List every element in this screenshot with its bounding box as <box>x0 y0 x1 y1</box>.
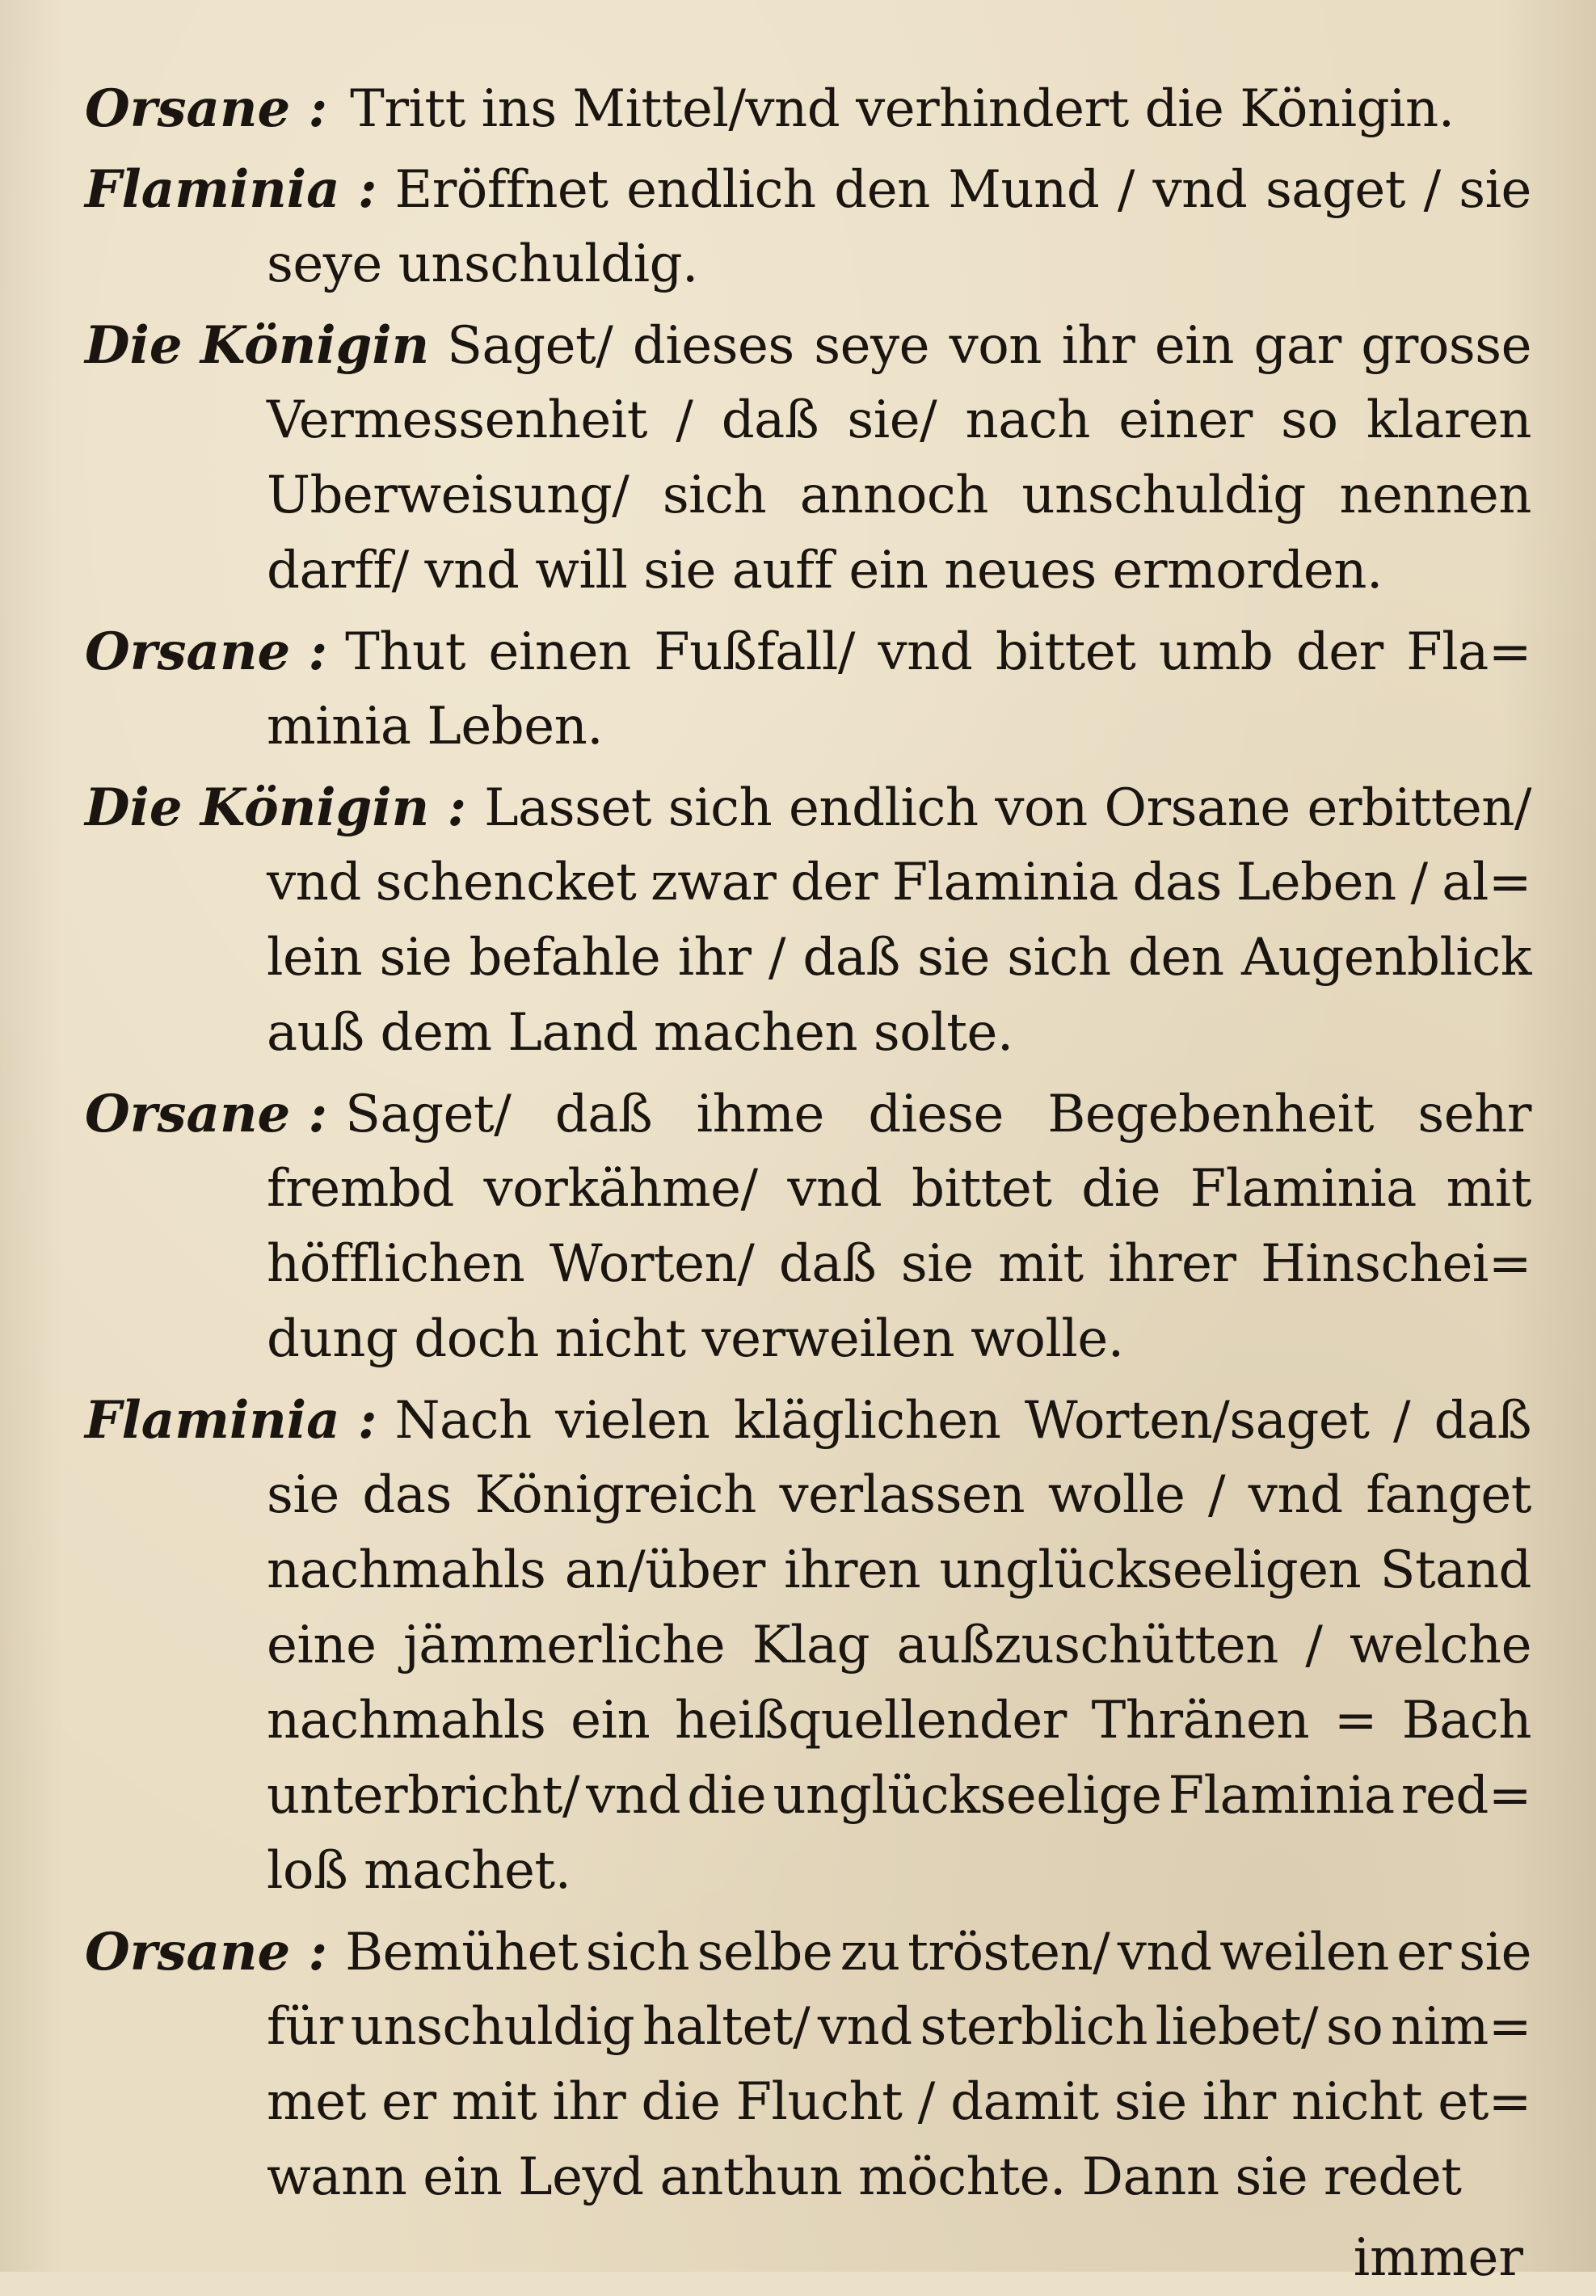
line-text: Eröffnet endlich den Mund / vnd saget / sie <box>394 160 1531 220</box>
line-text: met er mit ihr die Flucht / damit sie ihr nicht et= <box>267 2072 1531 2132</box>
text-line <box>85 2140 1531 2215</box>
line-text: nachmahls ein heißquellender Thränen = Bach <box>267 1691 1531 1750</box>
text-line <box>85 1608 1531 1683</box>
text-line <box>85 614 1531 689</box>
line-text: dung doch nicht verweilen wolle. <box>267 1309 1124 1369</box>
dialogue-entry <box>85 71 1531 146</box>
text-line <box>85 1076 1531 1152</box>
dialogue-entry <box>85 152 1531 302</box>
text-line <box>85 689 1531 765</box>
dialogue-entry <box>85 614 1531 765</box>
line-text: Nach vielen kläglichen Worten/saget / daß <box>394 1391 1531 1451</box>
line-text: unterbricht/ vnd die unglückseelige Flaminia red= <box>267 1766 1531 1826</box>
text-line <box>85 996 1531 1071</box>
line-text: Saget/ dieses seye von ihr ein gar grosse <box>447 316 1531 376</box>
text-line <box>85 1458 1531 1533</box>
text-line <box>85 1533 1531 1608</box>
speaker-name: Die Königin : <box>85 777 467 838</box>
text-line <box>85 1834 1531 1909</box>
line-text: für unschuldig haltet/ vnd sterblich liebet/ so nim= <box>267 1997 1531 2057</box>
text-block <box>85 71 1531 2296</box>
speaker-name: Flaminia : <box>85 1390 377 1451</box>
speaker-name: Orsane : <box>85 621 328 682</box>
line-text: wann ein Leyd anthun möchte. Dann sie redet <box>267 2147 1462 2207</box>
text-line <box>85 152 1531 227</box>
line-text: vnd schencket zwar der Flaminia das Leben / al= <box>267 853 1531 912</box>
text-line <box>85 458 1531 533</box>
line-text: eine jämmerliche Klag außzuschütten / welche <box>267 1616 1531 1675</box>
line-text: Saget/ daß ihme diese Begebenheit sehr <box>345 1085 1531 1144</box>
text-line <box>85 921 1531 996</box>
text-line <box>85 1759 1531 1834</box>
line-text: minia Leben. <box>267 697 604 756</box>
text-line <box>85 1152 1531 1227</box>
dialogue-entry <box>85 308 1531 609</box>
line-text: lein sie befahle ihr / daß sie sich den Augenblick <box>267 928 1531 988</box>
speaker-name: Die Königin <box>85 315 430 376</box>
text-line <box>85 770 1531 845</box>
text-line <box>85 845 1531 921</box>
text-line <box>85 1227 1531 1302</box>
line-text: Uberweisung/ sich annoch unschuldig nennen <box>267 466 1531 525</box>
line-text: Thut einen Fußfall/ vnd bittet umb der Fla= <box>345 622 1531 682</box>
line-text: seye unschuldig. <box>267 234 698 294</box>
line-text: nachmahls an/über ihren unglückseeligen Stand <box>267 1540 1531 1600</box>
line-text: frembd vorkähme/ vnd bittet die Flaminia mit <box>267 1159 1531 1219</box>
line-text: auß dem Land machen solte. <box>267 1003 1013 1063</box>
dialogue-entry <box>85 1915 1531 2215</box>
text-line <box>85 1302 1531 1377</box>
text-line <box>85 1383 1531 1458</box>
text-line <box>85 1683 1531 1759</box>
speaker-name: Flaminia : <box>85 159 377 220</box>
text-line <box>85 533 1531 609</box>
text-line <box>85 227 1531 302</box>
speaker-name: Orsane : <box>85 1922 328 1982</box>
catchword: immer <box>1353 2228 1523 2288</box>
dialogue-entry <box>85 770 1531 1071</box>
text-line <box>85 308 1531 383</box>
line-text: höfflichen Worten/ daß sie mit ihrer Hinschei= <box>267 1234 1531 1294</box>
line-text: sie das Königreich verlassen wolle / vnd fanget <box>267 1465 1531 1525</box>
line-text: Bemühet sich selbe zu trösten/ vnd weilen er sie <box>345 1923 1531 1982</box>
line-text: Lasset sich endlich von Orsane erbitten/ <box>484 778 1531 838</box>
text-line <box>85 383 1531 458</box>
line-text: Vermessenheit / daß sie/ nach einer so klaren <box>267 390 1531 450</box>
line-text: Tritt ins Mittel/vnd verhindert die Königin. <box>350 79 1455 139</box>
text-line <box>85 2065 1531 2140</box>
text-line <box>85 1915 1531 1990</box>
line-text: darff/ vnd will sie auff ein neues ermorden. <box>267 541 1383 600</box>
dialogue-entry <box>85 1383 1531 1909</box>
text-line <box>85 1990 1531 2065</box>
line-text: loß machet. <box>267 1841 571 1901</box>
text-line <box>85 71 1531 146</box>
speaker-name: Orsane : <box>85 1084 328 1144</box>
dialogue-entry <box>85 1076 1531 1377</box>
speaker-name: Orsane : <box>85 78 328 139</box>
